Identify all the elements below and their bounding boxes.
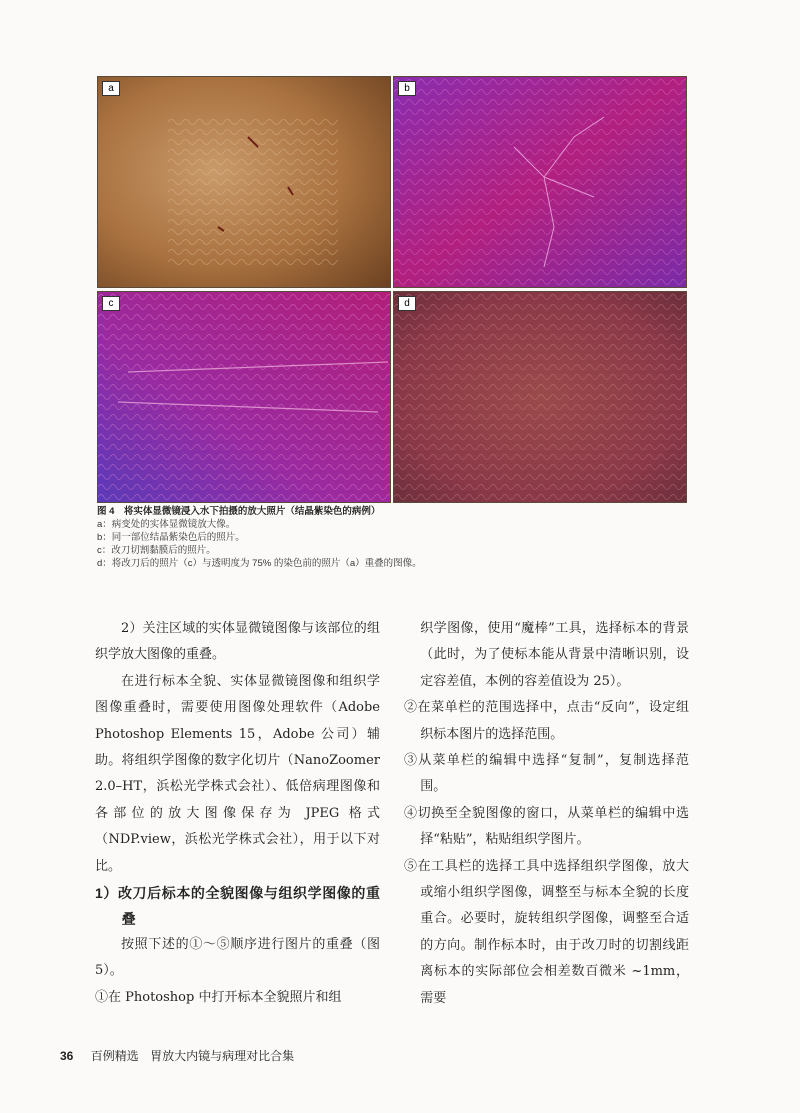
panel-label: b bbox=[398, 81, 416, 96]
paragraph: 在进行标本全貌、实体显微镜图像和组织学图像重叠时，需要使用图像处理软件（Adobe Photoshop Elements 15，Adobe 公司）辅助。将组织学图像的数字化切片（NanoZoomer 2.0–HT，浜松光学株式会社）、低倍病理图像和各部位的放大图像保存为 JPEG 格式（NDP.view，浜松光学株式会社），用于以下对比。 bbox=[95, 673, 380, 874]
figure-panel-a bbox=[97, 76, 391, 288]
panel-label: c bbox=[102, 296, 120, 311]
step-item: ④切换至全貌图像的窗口，从菜单栏的编辑中选择“粘贴”，粘贴组织学图片。 bbox=[404, 805, 689, 848]
page-number: 36 bbox=[60, 1049, 74, 1063]
paragraph: ①在 Photoshop 中打开标本全貌照片和组 bbox=[95, 989, 342, 1005]
paragraph: 织学图像，使用“魔棒”工具，选择标本的背景（此时，为了使标本能从背景中清晰识别，设定容差值，本例的容差值设为 25）。 bbox=[420, 621, 689, 689]
book-title: 胃放大内镜与病理对比合集 bbox=[150, 1049, 295, 1063]
step-item: ③从菜单栏的编辑中选择“复制”，复制选择范围。 bbox=[404, 753, 689, 795]
panel-label: a bbox=[102, 81, 120, 96]
page-footer bbox=[60, 1047, 294, 1064]
right-text-column bbox=[404, 616, 689, 1012]
figure-caption-title: 图 4 将实体显微镜浸入水下拍摄的放大照片（结晶紫染色的病例） bbox=[97, 506, 381, 517]
section-label: 百例精选 bbox=[90, 1049, 139, 1063]
step-item: ⑤在工具栏的选择工具中选择组织学图像，放大或缩小组织学图像，调整至与标本全貌的长度重合。必要时，旋转组织学图像，调整至合适的方向。制作标本时，由于改刀时的切割线距离标本的实际部位会相差数百微米 ~1mm，需要 bbox=[404, 858, 689, 1006]
endoscopy-image-a bbox=[98, 77, 390, 287]
left-text-column bbox=[95, 616, 380, 1011]
section-heading: 1）改刀后标本的全貌图像与组织学图像的重叠 bbox=[95, 885, 380, 928]
endoscopy-image-b bbox=[394, 77, 686, 287]
endoscopy-image-c bbox=[98, 292, 390, 502]
paragraph: 2）关注区域的实体显微镜图像与该部位的组织学放大图像的重叠。 bbox=[95, 621, 380, 663]
panel-label: d bbox=[398, 296, 416, 311]
figure-panel-b bbox=[393, 76, 687, 288]
figure-caption-line: c：改刀切割黏膜后的照片。 bbox=[97, 545, 216, 556]
figure-caption-line: a：病变处的实体显微镜放大像。 bbox=[97, 519, 236, 530]
figure-caption bbox=[97, 505, 707, 570]
figure-panel-d bbox=[393, 291, 687, 503]
paragraph: 按照下述的①～⑤顺序进行图片的重叠（图 5）。 bbox=[95, 937, 380, 979]
figure-caption-line: b：同一部位结晶紫染色后的照片。 bbox=[97, 532, 245, 543]
figure-caption-line: d：将改刀后的照片（c）与透明度为 75% 的染色前的照片（a）重叠的图像。 bbox=[97, 558, 422, 569]
figure-panel-c bbox=[97, 291, 391, 503]
step-item: ②在菜单栏的范围选择中，点击“反向”，设定组织标本图片的选择范围。 bbox=[404, 700, 689, 742]
endoscopy-image-d bbox=[394, 292, 686, 502]
